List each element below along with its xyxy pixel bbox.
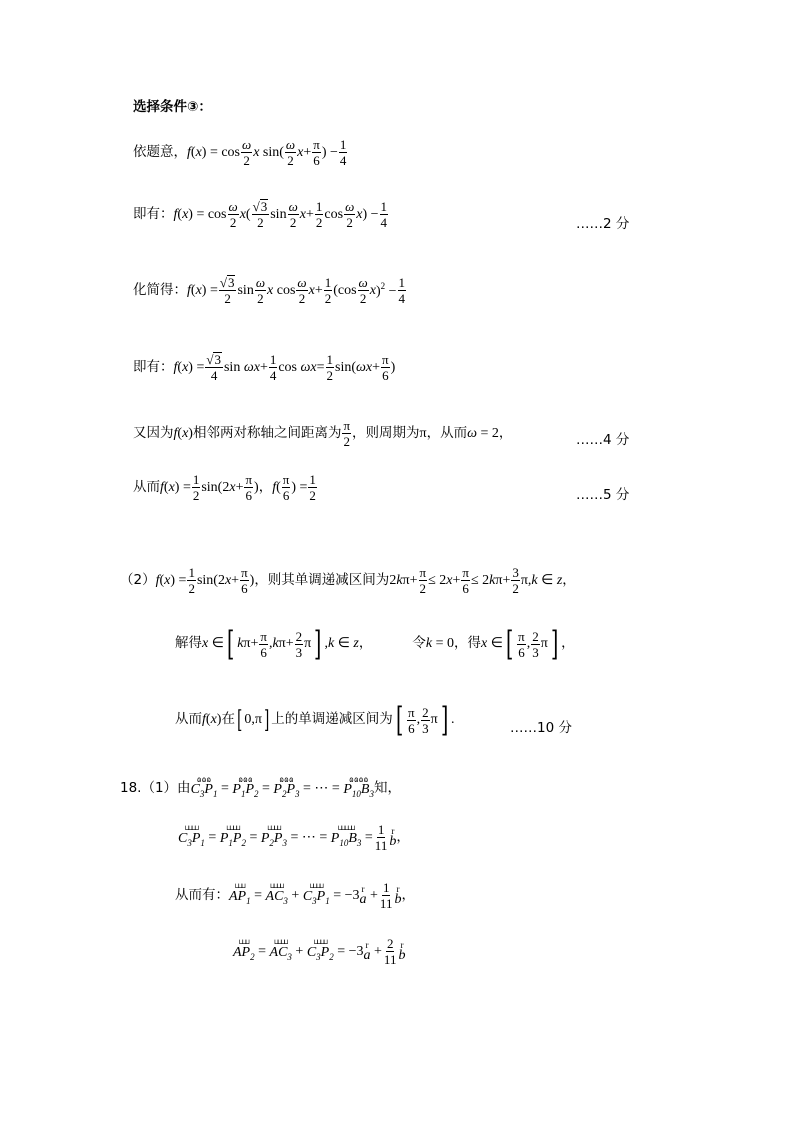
part2-line: （2） f ( x ) = $\frac{1}{2}$ sin(2 x + $\frac{\pi}{6}$ ) ，则其单调递减区间为 2 k π+ $\frac{\pi}{2}$ ≤ 2 x + $\frac{\pi}{6}$ ≤ 2 k π+ $\frac{3}{2}$ π, k ∈ z ， [120,565,576,596]
line4-label: 即有： [133,358,174,375]
hence-label: 从而有： [175,886,229,903]
let-label: 令 [412,635,426,652]
heading-text: 选择条件③： [133,99,212,115]
equation-line-6: 从而 f ( x ) = $\frac{1}{2}$ sin(2 x + $\frac{\pi}{6}$ ) ， f ( $\frac{\pi}{6}$ ) = $\frac{1}{2}$ [133,472,316,503]
q18-line-3: 从而有： ⊔⊔⊔ $AP_1$ = ⊔⊔⊔⊔ $AC_3$ + ⊔⊔⊔⊔ $C_3P_1$ = −3 r a + $\frac{1}{11}$ r b ， [175,880,415,911]
part2-text: ，则其单调递减区间为 [254,571,390,588]
score-10: ……10 分 [510,720,572,736]
equation-line-3: 化简得： f ( x ) = √ 3 2 sin $\frac{\omega}{2}$ x cos $\frac{\omega}{2}$ x + $\frac{1}{2}$ (cos $\frac{\omega}{2}$ x )$^2$ − $\frac{1}{4}$ [133,275,406,306]
conclude-a: 从而 [175,711,202,728]
line6-label: 从而 [133,478,160,495]
section-heading [133,101,212,115]
q18-line-1: 18.（1）由 ɷɷɷ $C_3P_1$ = ɷɷɷ $P_1P_2$ = ɷɷɷ $P_2P_3$ = ⋯ = ɷɷɷɷ $P_{10}B_3$ 知， [120,775,401,799]
line5-text-c: ，则周期为 [352,424,420,441]
line5-text-a: 又因为 [133,424,174,441]
score-5: ……5 分 [576,487,630,503]
equation-line-1: 依题意， f ( x ) = cos $\frac{\omega}{2}$ x sin( $\frac{\omega}{2}$ x + $\frac{\pi}{6}$ ) − $\frac{1}{4}$ [133,137,347,168]
conclude-c: 上的单调递减区间为 [271,711,393,728]
conclusion-line: 从而 f ( x ) 在 [ 0,π ] 上的单调递减区间为 [ $\frac{\pi}{6}$ , $\frac{2}{3}$ π ] . [175,700,455,740]
line2-label: 即有： [133,205,174,222]
get-label: ，得 [453,635,481,652]
q18-label: 18.（1）由 [120,779,191,796]
part2-label: （2） [120,571,156,588]
solve-label: 解得 [175,635,202,652]
equation-line-4: 即有： f ( x ) = √ 3 4 sin ωx + $\frac{1}{4}$ cos ωx = $\frac{1}{2}$ sin( ωx + $\frac{\pi}{6}$ ) [133,352,396,383]
score-2: ……2 分 [576,216,630,232]
equation-line-5: 又因为 f ( x ) 相邻两对称轴之间距离为 $\frac{\pi}{2}$ ，则周期为 π ，从而 ω = 2 ， [133,418,513,449]
q18-line-4: ⊔⊔⊔ $AP_2$ = ⊔⊔⊔⊔ $AC_3$ + ⊔⊔⊔⊔ $C_3P_2$ = −3 r a + $\frac{2}{11}$ r b [233,936,406,967]
score-4: ……4 分 [576,432,630,448]
line5-text-b: 相邻两对称轴之间距离为 [192,424,342,441]
line1-label: 依题意， [133,143,187,160]
solve-line: 解得 x ∈ [ k π+ $\frac{\pi}{6}$ , k π+ $\frac{2}{3}$ π ] , k ∈ z ， 令 k = 0 ，得 x ∈ [ $\frac{\pi}{6}$ , $\frac{2}{3}$ π ] ， [175,624,575,664]
conclude-b: 在 [221,711,235,728]
q18-line-2: ⊔⊔⊔⊔ $C_3P_1$ = ⊔⊔⊔⊔ $P_1P_2$ = ⊔⊔⊔⊔ $P_2P_3$ = ⋯ = ⊔⊔⊔⊔⊔ $P_{10}B_3$ = $\frac{1}{11}$ r b ， [178,822,410,853]
q18-know: 知， [373,779,401,796]
equation-line-2: 即有： f ( x ) = cos $\frac{\omega}{2}$ x ( √ 3 2 sin $\frac{\omega}{2}$ x + $\frac{1}{2}$ cos $\frac{\omega}{2}$ x ) − $\frac{1}{4}$ [133,199,388,230]
line3-label: 化简得： [133,281,187,298]
line5-text-d: ，从而 [426,424,468,441]
